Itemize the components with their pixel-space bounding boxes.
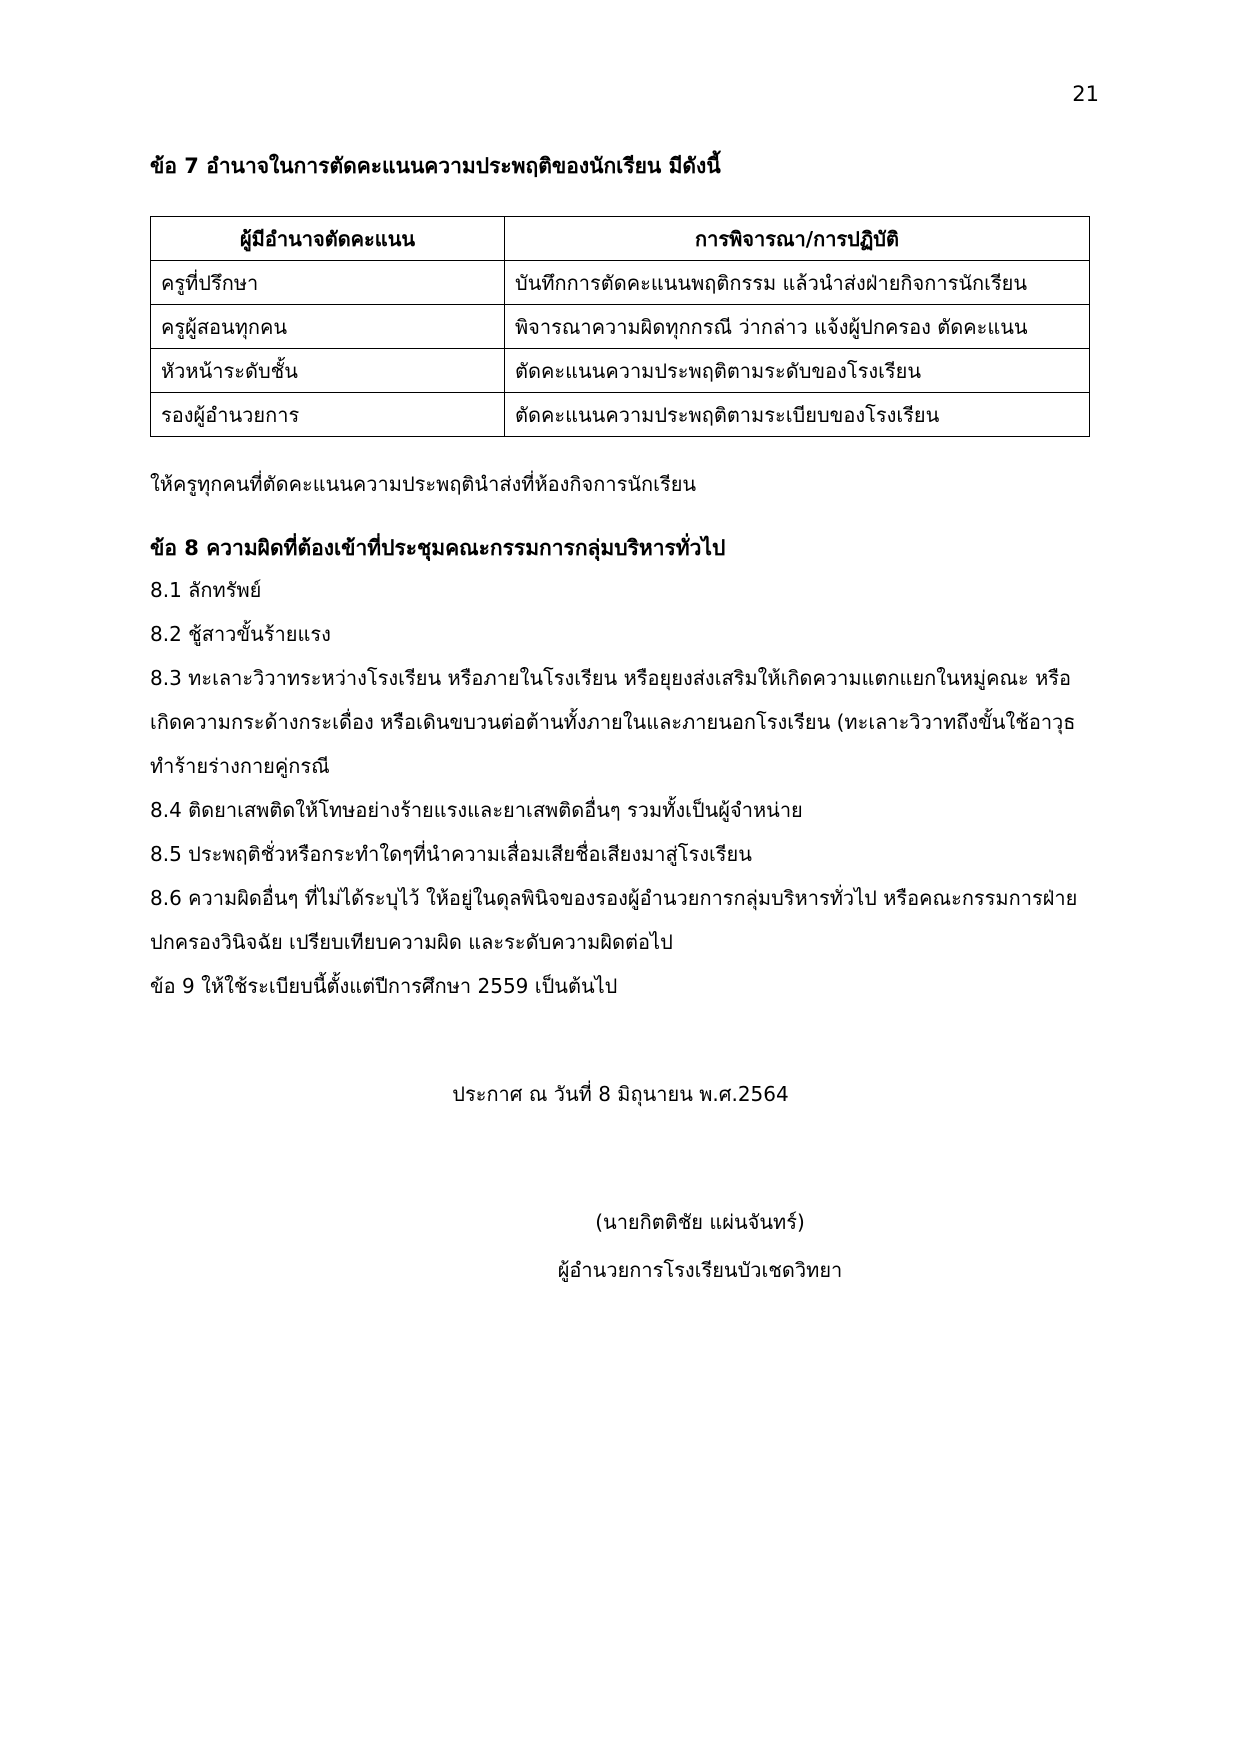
item-8-2: 8.2 ชู้สาวขั้นร้ายแรง bbox=[150, 622, 331, 646]
item-8-3: 8.3 ทะเลาะวิวาทระหว่างโรงเรียน หรือภายในโรงเรียน หรือยุยงส่งเสริมให้เกิดความแตกแยกในหมู่คณะ หรือเกิดความกระด้างกระเดื่อง หรือเดินขบวนต่อต้านทั้งภายในและภายนอกโรงเรียน (ทะเลาะวิวาทถึงขั้นใช้อาวุธทำร้ายร่างกายคู่กรณี bbox=[150, 666, 1076, 778]
item-8-6: 8.6 ความผิดอื่นๆ ที่ไม่ได้ระบุไว้ ให้อยู่ในดุลพินิจของรองผู้อำนวยการกลุ่มบริหารทั่วไป หรือคณะกรรมการฝ่ายปกครองวินิจฉัย เปรียบเทียบความผิด และระดับความผิดต่อไป bbox=[150, 886, 1078, 954]
cell-authority: รองผู้อำนวยการ bbox=[151, 393, 505, 437]
cell-authority: ครูผู้สอนทุกคน bbox=[151, 305, 505, 349]
cell-action: ตัดคะแนนความประพฤติตามระดับของโรงเรียน bbox=[505, 349, 1090, 393]
section-7-note: ให้ครูทุกคนที่ตัดคะแนนความประพฤตินำส่งที่ห้องกิจการนักเรียน bbox=[150, 472, 697, 496]
header-authority: ผู้มีอำนาจตัดคะแนน bbox=[151, 217, 505, 261]
header-action: การพิจารณา/การปฏิบัติ bbox=[505, 217, 1090, 261]
announcement-date: ประกาศ ณ วันที่ 8 มิถุนายน พ.ศ.2564 bbox=[452, 1082, 789, 1106]
section-8-heading: ข้อ 8 ความผิดที่ต้องเข้าที่ประชุมคณะกรรมการกลุ่มบริหารทั่วไป bbox=[150, 536, 726, 560]
table-header-row bbox=[151, 217, 1090, 261]
table-row bbox=[151, 261, 1090, 305]
signature-name: (นายกิตติชัย แผ่นจันทร์) bbox=[595, 1210, 805, 1234]
cell-action: บันทึกการตัดคะแนนพฤติกรรม แล้วนำส่งฝ่ายกิจการนักเรียน bbox=[505, 261, 1090, 305]
signature-position: ผู้อำนวยการโรงเรียนบัวเชดวิทยา bbox=[557, 1258, 843, 1282]
table-row bbox=[151, 305, 1090, 349]
item-8-5: 8.5 ประพฤติชั่วหรือกระทำใดๆที่นำความเสื่อมเสียชื่อเสียงมาสู่โรงเรียน bbox=[150, 842, 752, 866]
cell-authority: หัวหน้าระดับชั้น bbox=[151, 349, 505, 393]
authority-table bbox=[150, 216, 1090, 437]
page-number: 21 bbox=[1072, 82, 1099, 106]
section-7-heading: ข้อ 7 อำนาจในการตัดคะแนนความประพฤติของนักเรียน มีดังนี้ bbox=[150, 154, 721, 178]
table-row bbox=[151, 349, 1090, 393]
section-9: ข้อ 9 ให้ใช้ระเบียบนี้ตั้งแต่ปีการศึกษา 2559 เป็นต้นไป bbox=[150, 974, 618, 998]
cell-authority: ครูที่ปรึกษา bbox=[151, 261, 505, 305]
item-8-1: 8.1 ลักทรัพย์ bbox=[150, 578, 262, 602]
cell-action: พิจารณาความผิดทุกกรณี ว่ากล่าว แจ้งผู้ปกครอง ตัดคะแนน bbox=[505, 305, 1090, 349]
item-8-4: 8.4 ติดยาเสพติดให้โทษอย่างร้ายแรงและยาเสพติดอื่นๆ รวมทั้งเป็นผู้จำหน่าย bbox=[150, 798, 803, 822]
cell-action: ตัดคะแนนความประพฤติตามระเบียบของโรงเรียน bbox=[505, 393, 1090, 437]
table-row bbox=[151, 393, 1090, 437]
